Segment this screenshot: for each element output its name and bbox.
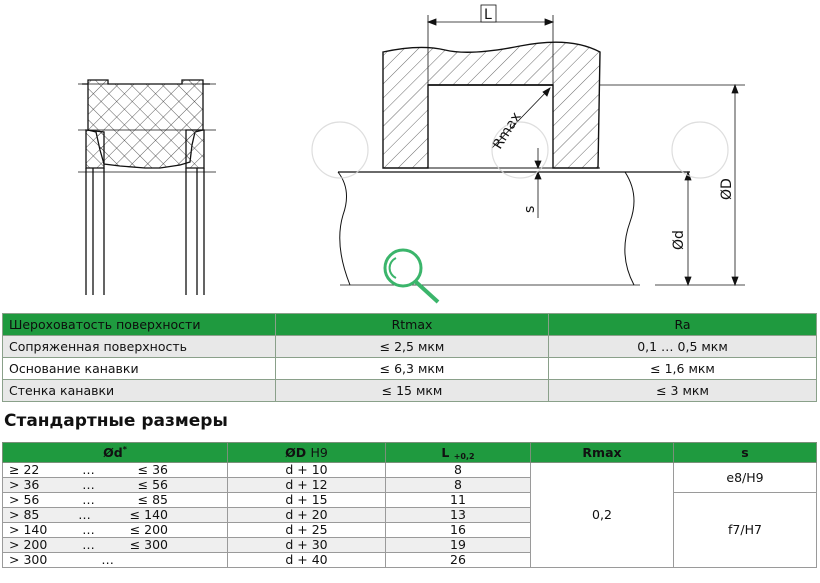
header-d-label: Ød <box>103 445 123 460</box>
dim-label-d: Ød <box>671 230 687 250</box>
d-from: > 36 <box>9 477 40 492</box>
watermark <box>312 122 728 178</box>
header-d <box>3 443 228 463</box>
header-surface: Шероховатость поверхности <box>3 314 276 336</box>
d-to: ≤ 85 <box>137 492 168 507</box>
s-value-1: e8/H9 <box>674 463 817 493</box>
ra-value: ≤ 1,6 мкм <box>549 358 817 380</box>
rmax-value: 0,2 <box>531 463 674 568</box>
standard-header-row <box>3 443 817 463</box>
table-row <box>3 336 817 358</box>
L-value: 8 <box>386 463 531 478</box>
dim-label-L: L <box>484 7 492 23</box>
d-dots: … <box>82 462 95 477</box>
rtmax-value: ≤ 2,5 мкм <box>276 336 549 358</box>
header-L-sub: +0,2 <box>453 451 475 461</box>
L-value: 8 <box>386 478 531 493</box>
table-row <box>3 380 817 402</box>
roughness-table <box>2 313 817 402</box>
header-D-unit: H9 <box>310 445 328 460</box>
dim-label-s: s <box>522 205 538 213</box>
header-D-label: ØD <box>285 445 307 460</box>
D-value: d + 10 <box>228 463 386 478</box>
header-s: s <box>674 443 817 463</box>
surface-name: Стенка канавки <box>3 380 276 402</box>
header-L-label: L <box>441 444 450 460</box>
d-range <box>3 493 228 508</box>
d-dots: … <box>82 477 95 492</box>
d-from: > 85 <box>9 507 40 522</box>
surface-name: Сопряженная поверхность <box>3 336 276 358</box>
rtmax-value: ≤ 15 мкм <box>276 380 549 402</box>
D-value: d + 20 <box>228 508 386 523</box>
section-title: Стандартные размеры <box>4 411 228 431</box>
D-value: d + 25 <box>228 523 386 538</box>
d-to: ≤ 56 <box>137 477 168 492</box>
search-icon[interactable] <box>385 250 438 302</box>
L-value: 26 <box>386 553 531 568</box>
standard-sizes-table <box>2 442 817 568</box>
header-rtmax: Rtmax <box>276 314 549 336</box>
d-from: > 140 <box>9 522 48 537</box>
header-L <box>386 443 531 463</box>
D-value: d + 30 <box>228 538 386 553</box>
d-dots: … <box>82 537 95 552</box>
d-range <box>3 463 228 478</box>
d-range <box>3 523 228 538</box>
surface-name: Основание канавки <box>3 358 276 380</box>
ra-value: 0,1 … 0,5 мкм <box>549 336 817 358</box>
d-from: > 300 <box>9 552 48 567</box>
d-dots: … <box>82 522 95 537</box>
d-range <box>3 478 228 493</box>
L-value: 16 <box>386 523 531 538</box>
header-rmax: Rmax <box>531 443 674 463</box>
d-dots: … <box>82 492 95 507</box>
roughness-header-row <box>3 314 817 336</box>
D-value: d + 15 <box>228 493 386 508</box>
d-dots: … <box>101 552 114 567</box>
L-value: 19 <box>386 538 531 553</box>
L-value: 13 <box>386 508 531 523</box>
D-value: d + 12 <box>228 478 386 493</box>
d-to: ≤ 200 <box>129 522 168 537</box>
header-ra: Ra <box>549 314 817 336</box>
d-to: ≤ 300 <box>129 537 168 552</box>
d-to: ≤ 36 <box>137 462 168 477</box>
d-from: > 56 <box>9 492 40 507</box>
header-d-sup: * <box>122 445 127 454</box>
seal-profile <box>78 80 216 295</box>
table-row <box>3 463 817 478</box>
d-range <box>3 553 228 568</box>
rtmax-value: ≤ 6,3 мкм <box>276 358 549 380</box>
table-row <box>3 358 817 380</box>
ra-value: ≤ 3 мкм <box>549 380 817 402</box>
d-range <box>3 508 228 523</box>
header-D <box>228 443 386 463</box>
L-value: 11 <box>386 493 531 508</box>
d-to: ≤ 140 <box>129 507 168 522</box>
d-range <box>3 538 228 553</box>
s-value-2: f7/H7 <box>674 493 817 568</box>
d-from: ≥ 22 <box>9 462 40 477</box>
d-dots: … <box>78 507 91 522</box>
d-from: > 200 <box>9 537 48 552</box>
shaft <box>338 168 690 285</box>
dim-label-D: ØD <box>719 178 735 200</box>
D-value: d + 40 <box>228 553 386 568</box>
dim-label-rmax: Rmax <box>489 109 525 153</box>
table-row <box>3 493 817 508</box>
